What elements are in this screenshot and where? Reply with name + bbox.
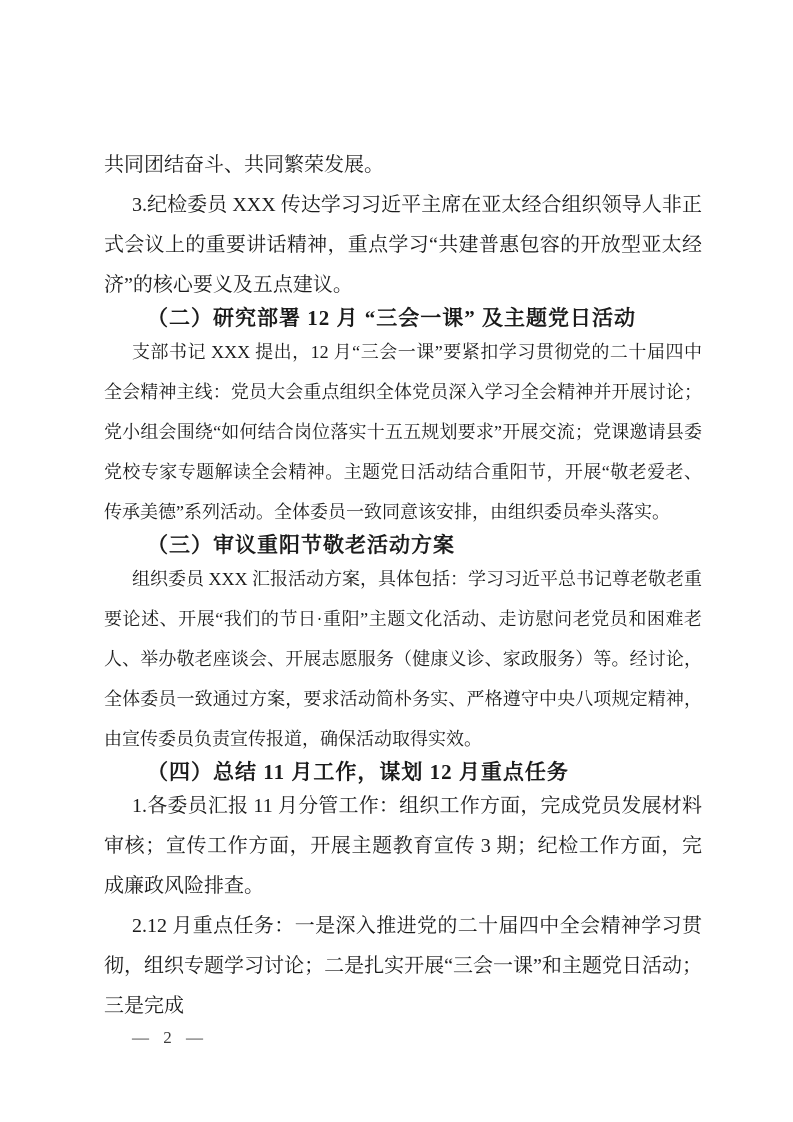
paragraph-section-2-body: 支部书记 XXX 提出，12 月“三会一课”要紧扣学习贯彻党的二十届四中全会精神主线：党员大会重点组织全体党员深入学习全会精神并开展讨论；党小组会围绕“如何结合岗位落实十五五规划要求”开展交流；党课邀请县委党校专家专题解读全会精神。主题党日活动结合重阳节，开展“敬老爱老、传承美德”系列活动。全体委员一致同意该安排，由组织委员牵头落实。 xyxy=(104,342,702,522)
page-number: — 2 — xyxy=(132,1028,206,1047)
document-body xyxy=(104,145,702,1026)
paragraph-section-3-body: 组织委员 XXX 汇报活动方案，具体包括：学习习近平总书记尊老敬老重要论述、开展“我们的节日·重阳”主题文化活动、走访慰问老党员和困难老人、举办敬老座谈会、开展志愿服务（健康义诊、家政服务）等。经讨论，全体委员一致通过方案，要求活动简朴务实、严格遵守中央八项规定精神，由宣传委员负责宣传报道，确保活动取得实效。 xyxy=(104,569,702,749)
section-heading-3: （三）审议重阳节敬老活动方案 xyxy=(147,533,455,557)
paragraph-section-4-item-1: 1.各委员汇报 11 月分管工作：组织工作方面，完成党员发展材料审核；宣传工作方面，开展主题教育宣传 3 期；纪检工作方面，完成廉政风险排查。 xyxy=(104,795,702,897)
paragraph-item-3-discipline-report: 3.纪检委员 XXX 传达学习习近平主席在亚太经合组织领导人非正式会议上的重要讲话精神，重点学习“共建普惠包容的开放型亚太经济”的核心要义及五点建议。 xyxy=(104,194,702,296)
paragraph-section-4-item-2: 2.12 月重点任务：一是深入推进党的二十届四中全会精神学习贯彻，组织专题学习讨论；二是扎实开展“三会一课”和主题党日活动；三是完成 xyxy=(104,915,702,1017)
section-heading-4: （四）总结 11 月工作，谋划 12 月重点任务 xyxy=(147,760,569,784)
section-heading-2: （二）研究部署 12 月 “三会一课” 及主题党日活动 xyxy=(147,306,636,330)
paragraph-carryover: 共同团结奋斗、共同繁荣发展。 xyxy=(104,154,384,176)
